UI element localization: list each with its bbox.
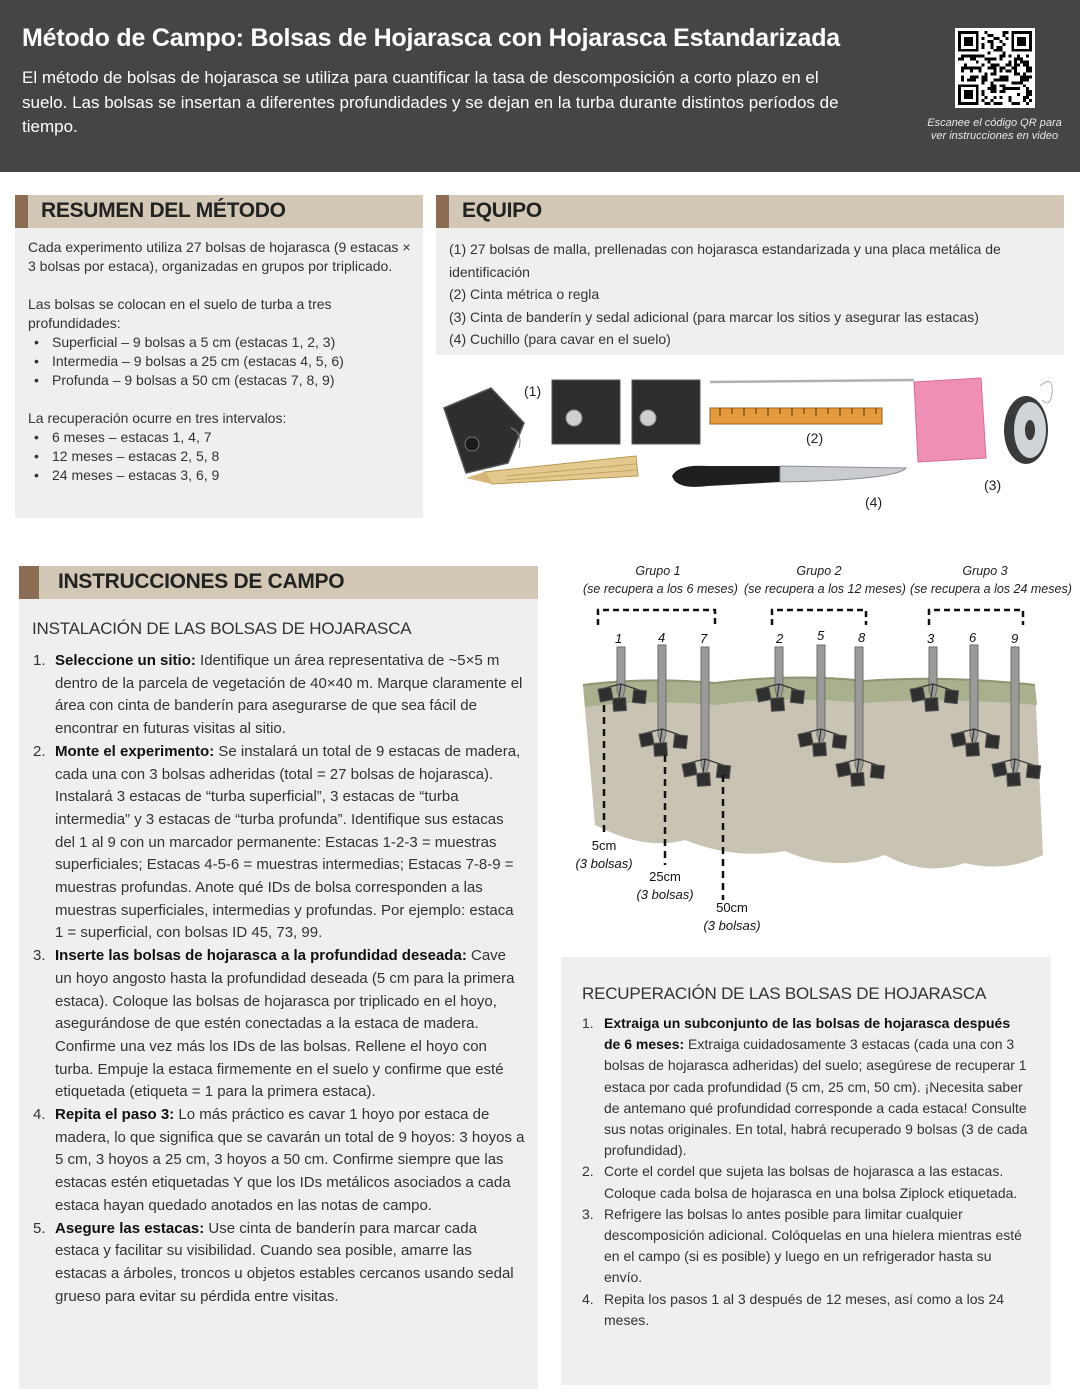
litter-bag-icon [1007,773,1021,787]
qr-code-icon [958,31,1032,105]
group-note: (se recupera a los 12 meses) [744,582,906,596]
qr-caption-line-2: ver instrucciones en video [930,130,1059,142]
litter-bag-icon [613,698,627,712]
litter-bag-icon [910,687,925,702]
step-text: Se instalará un total de 9 estacas de madera, cada una con 3 bolsas adheridas (total = 27 bolsas de hojarasca). Instalará 3 estacas de “turba superficial”, 3 estacas de “turba intermedia” y 3 estacas de “turba profunda”. Identifique sus estacas del 1 al 9 con un marcador permanente: Estacas 1-2-3 = muestras superficiales; Estacas 4-5-6 = muestras intermedias; Estacas 7-8-9 = muestras profundas. Anote qué IDs de bolsa corresponden a las muestras superficiales, intermedias y profundas. Por ejemplo: estaca 1 = superficial, con bolsas ID 45, 73, 99. [55,742,521,942]
stake-number: 8 [858,630,866,645]
instrucciones-title: INSTRUCCIONES DE CAMPO [58,570,345,593]
list-item [33,1218,525,1309]
list-item [582,1013,1030,1161]
step-text: Use cinta de banderín para marcar cada estaca y facilitar su visibilidad. Cuando sea posible, amarre las estacas a árboles, troncos u objetos estables cercanos usando sedal grueso para evitar su pérdida entre visitas. [55,1219,514,1305]
step-number: 5. [33,1219,46,1237]
qr-code[interactable] [955,28,1035,108]
litter-bag-icon [598,687,613,702]
equipo-item: (1) 27 bolsas de malla, prellenadas con hojarasca estandarizada y una placa metálica de [449,241,1001,257]
list-item [582,1161,1030,1203]
stake-number: 3 [927,631,935,646]
depth-value: 5cm [591,838,617,853]
step-number: 2. [33,742,46,760]
litter-bag-icon [951,732,966,747]
resumen-paragraph: La recuperación ocurre en tres intervalos: [28,410,287,426]
stake-number: 6 [969,630,977,645]
list-item: • 12 meses – estacas 2, 5, 8 [28,447,413,466]
step-text: Identifique un área representativa de ~5×5 m dentro de la parcela de vegetación de 40×40 m. Marque claramente el área con cinta de banderín para asegurarse de que sea fácil de encontrar en futuras visitas al sitio. [55,652,523,738]
group-name: Grupo 3 [962,564,1008,578]
step-heading: Seleccione un sitio: [55,652,196,669]
depth-list [28,333,413,390]
step-number: 4. [582,1290,594,1307]
step-number: 1. [582,1015,594,1031]
group-name: Grupo 1 [635,564,681,578]
qr-caption [912,117,1077,143]
section-accent [19,566,39,599]
litter-bag-icon [832,734,846,748]
group-2-label [744,564,906,596]
litter-bag-icon [798,732,813,747]
section-accent [15,195,28,228]
list-item [33,650,525,741]
litter-bag-icon [790,689,804,703]
step-text: Repita los pasos 1 al 3 después de 12 meses, así como a los 24 meses. [604,1290,1005,1328]
page-header [0,0,1080,172]
step-number: 3. [33,947,46,965]
resumen-paragraph: Cada experimento utiliza 27 bolsas de hojarasca (9 estacas × 3 bolsas por estaca), organizadas en grupos por triplicado. [28,239,411,274]
step-heading: Asegure las estacas: [55,1219,205,1237]
resumen-paragraph: Las bolsas se colocan en el suelo de turba a tres profundidades: [28,296,332,331]
instrucciones-title-bar [19,566,538,599]
step-heading: Repita el paso 3: [55,1106,175,1124]
depth-label-50cm [697,899,767,935]
section-accent [436,195,449,228]
installation-diagram [565,555,1075,940]
equipo-list [449,238,1059,351]
litter-bag-icon [985,734,999,748]
step-number: 2. [582,1163,594,1180]
step-heading: Monte el experimento: [55,742,215,760]
mesh-bag-icon [444,388,524,473]
equipment-label-1: (1) [524,383,542,399]
group-3-label [910,564,1072,596]
stake-number: 4 [658,630,666,645]
litter-bag-icon [673,734,687,748]
litter-bag-icon [813,743,827,757]
step-number: 3. [582,1205,594,1222]
equipo-item: identificación [449,263,530,280]
fishing-line-icon [1004,382,1052,465]
equipo-title: EQUIPO [462,199,542,222]
list-item: • 6 meses – estacas 1, 4, 7 [28,428,413,447]
depth-note-text: (3 bolsas) [636,887,694,902]
install-steps [33,650,525,1308]
equipment-label-4: (4) [865,494,883,510]
list-item: • 24 meses – estacas 3, 6, 9 [28,466,413,485]
depth-label-25cm [630,868,700,904]
group-note: (se recupera a los 24 meses) [910,582,1072,596]
list-item: • Intermedia – 9 bolsas a 25 cm (estacas 4, 5, 6) [28,352,413,371]
step-text: Lo más práctico es cavar 1 hoyo por estaca de madera, lo que significa que se cavarán un total de 9 hoyos: 3 hoyos a 5 cm, 3 hoyos a 25 cm, 3 hoyos a 50 cm. Confirme siempre que las estacas estén etiquetadas Y que los IDs metálicos asociados a cada estaca hayan quedado anotados en las notas de campo. [55,1106,525,1214]
equipo-item: (4) Cuchillo (para cavar en el suelo) [449,331,671,347]
step-number: 1. [33,652,46,669]
knife-icon [672,466,906,487]
litter-bag-icon [654,743,668,757]
stake-number: 1 [615,631,623,646]
depth-note-text: (3 bolsas) [575,856,633,871]
group-name: Grupo 2 [796,564,842,578]
group-1-label [583,564,738,596]
depth-label-5cm [571,837,637,873]
equipment-label-3: (3) [984,477,1002,493]
interval-list [28,428,413,485]
litter-bag-icon [992,762,1007,777]
step-text: Refrigere las bolsas lo antes posible para limitar cualquier descomposición adicional. Colóquelas en una hielera mientras esté en el campo (si es posible) y luego en un refrigerador hasta su envío. [604,1205,1022,1286]
step-heading: Inserte las bolsas de hojarasca a la profundidad deseada: [55,947,467,965]
litter-bag-icon [697,773,711,787]
depth-value: 25cm [649,869,681,884]
equipment-label-2: (2) [806,430,824,446]
list-item [582,1204,1030,1289]
intro-text: El método de bolsas de hojarasca se utiliza para cuantificar la tasa de descomposición a corto plazo en el suelo. Las bolsas se insertan a diferentes profundidades y se dejan en la turba durante distintos períodos de tiempo. [22,68,839,136]
list-item [33,945,525,1104]
step-text: Extraiga cuidadosamente 3 estacas (cada una con 3 bolsas de hojarasca adheridas) del suelo; asegúrese de recuperar 1 estaca por cada profundidad (5 cm, 25 cm, 50 cm). ¡Necesita saber de antemano qué profundidad corresponde a cada estaca! Consulte sus notas originales. En total, habrá recuperado 9 bolsas (3 de cada profundidad). [604,1036,1028,1159]
depth-note [697,917,767,935]
depth-note-text: (3 bolsas) [703,918,761,933]
equipo-item: (3) Cinta de banderín y sedal adicional (para marcar los sitios y asegurar las estacas) [449,308,979,325]
litter-bag-icon [836,762,851,777]
recuperacion-subtitle: RECUPERACIÓN DE LAS BOLSAS DE HOJARASCA [582,984,987,1003]
list-item: • Superficial – 9 bolsas a 5 cm (estacas 1, 2, 3) [28,333,413,352]
resumen-title: RESUMEN DEL MÉTODO [41,199,286,222]
litter-bag-icon [944,689,958,703]
install-subtitle: INSTALACIÓN DE LAS BOLSAS DE HOJARASCA [32,619,412,638]
stake-number: 7 [700,631,708,646]
mesh-bags-flat-icon [552,380,700,444]
litter-bag-icon [1026,764,1040,778]
flagging-tape-icon [914,378,986,462]
step-number: 4. [33,1106,46,1124]
litter-bag-icon [756,687,771,702]
ruler-icon [710,380,914,424]
equipment-illustration [436,368,1066,518]
litter-bag-icon [771,698,785,712]
equipo-title-bar [436,195,1064,228]
depth-note [571,855,637,873]
qr-caption-line-1: Escanee el código QR para [927,117,1062,129]
step-heading: Extraiga un subconjunto de las bolsas de hojarasca después de 6 meses: [604,1015,1011,1053]
stake-number: 5 [817,628,825,643]
list-item [582,1289,1030,1331]
step-text: Cave un hoyo angosto hasta la profundidad deseada (5 cm para la primera estaca). Coloque las bolsas de hojarasca por triplicado en el hoyo, asegurándose de que estén conectadas a la estaca de madera. Confirme una vez más los IDs de las bolsas. Rellene el hoyo con turba. Empuje la estaca firmemente en el suelo y confirme que esté etiquetada (etiqueta = 1 para la primera estaca). [55,947,515,1101]
litter-bag-icon [925,698,939,712]
list-item [33,1104,525,1218]
depth-value: 50cm [716,900,748,915]
list-item: • Profunda – 9 bolsas a 50 cm (estacas 7, 8, 9) [28,371,413,390]
group-note: (se recupera a los 6 meses) [583,582,738,596]
resumen-body [28,238,413,504]
litter-bag-icon [851,773,865,787]
page-title: Método de Campo: Bolsas de Hojarasca con Hojarasca Estandarizada [22,24,841,52]
equipo-item: (2) Cinta métrica o regla [449,286,600,302]
litter-bag-icon [966,743,980,757]
stake-number: 2 [776,631,784,646]
litter-bag-icon [870,764,884,778]
resumen-title-bar [15,195,423,228]
stake-number: 9 [1011,631,1019,646]
recuperacion-steps [582,1013,1030,1331]
depth-note [630,886,700,904]
litter-bag-icon [639,732,654,747]
list-item [33,741,525,945]
litter-bag-icon [682,762,697,777]
litter-bag-icon [632,689,646,703]
step-text: Corte el cordel que sujeta las bolsas de hojarasca a las estacas. Coloque cada bolsa de hojarasca en una bolsa Ziplock etiquetada. [604,1163,1018,1201]
